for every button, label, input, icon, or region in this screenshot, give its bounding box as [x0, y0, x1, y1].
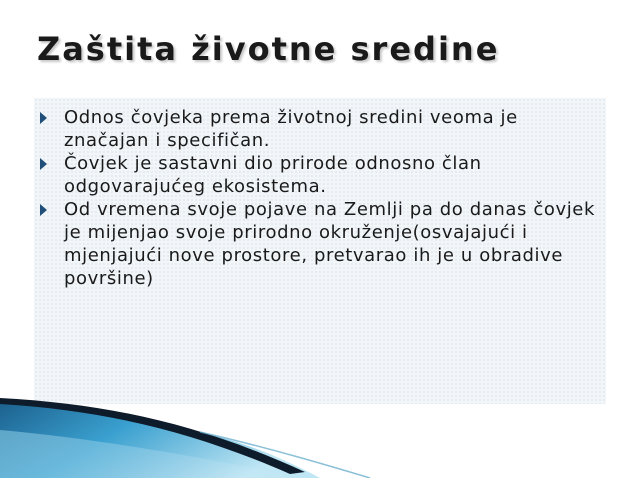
bullet-text: Čovjek je sastavni dio prirode odnosno član odgovarajućeg ekosistema.: [64, 153, 482, 197]
bullet-text: Odnos čovjeka prema životnoj sredini veoma je značajan i specifičan.: [64, 107, 518, 151]
bullet-text: Od vremena svoje pojave na Zemlji pa do danas čovjek je mijenjao svoje prirodno okruženje(osvajajući i mjenjajući nove prostore, pretvarao ih je u obradive površine): [64, 199, 595, 289]
slide-title: Zaštita životne sredine: [37, 30, 500, 68]
